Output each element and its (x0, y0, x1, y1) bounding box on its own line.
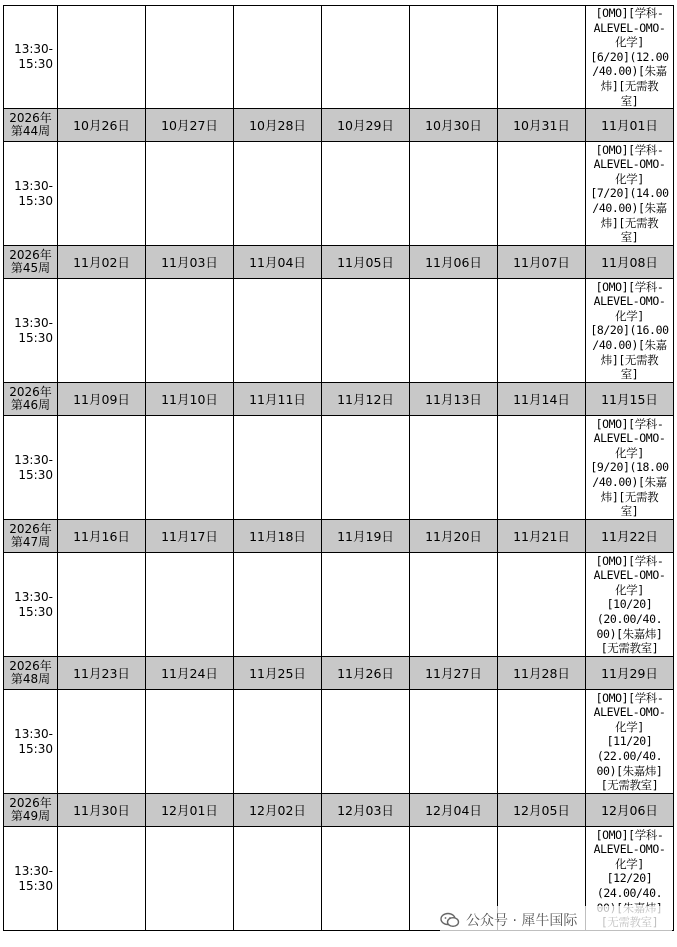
empty-cell (234, 553, 322, 657)
empty-cell (58, 690, 146, 794)
text-line: ALEVEL-OMO- (593, 431, 666, 446)
empty-cell (234, 416, 322, 520)
text-line: [OMO][学科- (595, 6, 664, 20)
date-cell: 11月15日 (586, 383, 674, 416)
text-line: 2026年 (9, 111, 52, 126)
text-line: 13:30- (14, 863, 53, 878)
text-line: 13:30- (14, 589, 53, 604)
text-line: [11/20] (606, 734, 653, 749)
time-slot (4, 6, 58, 109)
date-cell: 11月02日 (58, 246, 146, 279)
text-line: 室] (620, 230, 639, 245)
week-label (4, 794, 58, 827)
text-line: 第44周 (10, 124, 51, 139)
text-line: 13:30- (14, 452, 53, 467)
text-line: [OMO][学科- (595, 416, 664, 431)
text-line: [12/20] (606, 871, 653, 886)
empty-cell (322, 690, 410, 794)
date-cell: 11月08日 (586, 246, 674, 279)
week-header-row (4, 383, 674, 416)
text-line: /40.00)[朱嘉 (592, 200, 667, 215)
text-line: 化学] (615, 445, 644, 460)
date-cell: 11月01日 (586, 109, 674, 142)
empty-cell (322, 279, 410, 383)
text-line: 00)[朱嘉炜] (596, 763, 663, 778)
time-slot (4, 142, 58, 246)
date-cell: 11月25日 (234, 657, 322, 690)
text-line: 第47周 (10, 535, 51, 550)
class-entry (586, 142, 674, 246)
time-slot-row (4, 553, 674, 657)
time-slot-row (4, 142, 674, 246)
date-cell: 12月02日 (234, 794, 322, 827)
date-cell: 11月06日 (410, 246, 498, 279)
text-line: [无需教室] (600, 778, 659, 793)
empty-cell (146, 690, 234, 794)
text-line: 15:30 (18, 741, 53, 756)
empty-cell (58, 142, 146, 246)
text-line: 13:30- (14, 315, 53, 330)
week-header-row (4, 657, 674, 690)
watermark (440, 906, 672, 934)
empty-cell (234, 142, 322, 246)
text-line: (20.00/40. (596, 611, 663, 626)
week-label (4, 520, 58, 553)
empty-cell (146, 827, 234, 931)
text-line: 炜][无需教 (600, 489, 659, 504)
text-line: 13:30- (14, 42, 53, 57)
empty-cell (146, 279, 234, 383)
text-line: 化学] (615, 719, 644, 734)
date-cell: 11月19日 (322, 520, 410, 553)
week-header-row (4, 246, 674, 279)
class-entry (586, 6, 674, 109)
empty-cell (58, 416, 146, 520)
text-line: 2026年 (9, 796, 52, 811)
empty-cell (322, 553, 410, 657)
text-line: 第49周 (10, 809, 51, 824)
empty-cell (410, 279, 498, 383)
text-line: 15:30 (18, 878, 53, 893)
text-line: 第45周 (10, 261, 51, 276)
date-cell: 11月17日 (146, 520, 234, 553)
time-slot-row (4, 416, 674, 520)
time-slot (4, 827, 58, 931)
text-line: 15:30 (18, 330, 53, 345)
date-cell: 10月29日 (322, 109, 410, 142)
text-line: 15:30 (18, 193, 53, 208)
text-line: 00)[朱嘉炜] (596, 626, 663, 641)
text-line: 化学] (615, 856, 644, 871)
date-cell: 10月26日 (58, 109, 146, 142)
time-slot (4, 553, 58, 657)
empty-cell (410, 416, 498, 520)
date-cell: 11月14日 (498, 383, 586, 416)
text-line: 15:30 (18, 467, 53, 482)
text-line: 第46周 (10, 398, 51, 413)
text-line: /40.00)[朱嘉 (592, 337, 667, 352)
date-cell: 11月18日 (234, 520, 322, 553)
date-cell: 10月30日 (410, 109, 498, 142)
date-cell: 11月28日 (498, 657, 586, 690)
text-line: 炜][无需教 (600, 352, 659, 367)
empty-cell (498, 553, 586, 657)
empty-cell (410, 553, 498, 657)
time-slot-row (4, 690, 674, 794)
date-cell: 11月07日 (498, 246, 586, 279)
week-label (4, 383, 58, 416)
text-line: 2026年 (9, 659, 52, 674)
empty-cell (498, 6, 586, 109)
empty-cell (146, 6, 234, 109)
empty-cell (58, 6, 146, 109)
date-cell: 11月29日 (586, 657, 674, 690)
date-cell: 11月05日 (322, 246, 410, 279)
week-label (4, 657, 58, 690)
text-line: 2026年 (9, 248, 52, 263)
text-line: 15:30 (18, 57, 53, 72)
date-cell: 11月04日 (234, 246, 322, 279)
date-cell: 11月22日 (586, 520, 674, 553)
text-line: [9/20](18.00 (590, 460, 669, 475)
text-line: [8/20](16.00 (590, 323, 669, 338)
text-line: [OMO][学科- (595, 553, 664, 568)
text-line: 15:30 (18, 604, 53, 619)
date-cell: 11月10日 (146, 383, 234, 416)
date-cell: 12月04日 (410, 794, 498, 827)
text-line: ALEVEL-OMO- (593, 568, 666, 583)
date-cell: 11月12日 (322, 383, 410, 416)
empty-cell (322, 416, 410, 520)
date-cell: 11月09日 (58, 383, 146, 416)
date-cell: 11月23日 (58, 657, 146, 690)
text-line: 13:30- (14, 178, 53, 193)
text-line: (22.00/40. (596, 748, 663, 763)
text-line: 炜][无需教 (600, 78, 659, 93)
empty-cell (322, 6, 410, 109)
empty-cell (146, 142, 234, 246)
empty-cell (498, 690, 586, 794)
date-cell: 12月06日 (586, 794, 674, 827)
date-cell: 11月16日 (58, 520, 146, 553)
empty-cell (146, 553, 234, 657)
text-line: ALEVEL-OMO- (593, 705, 666, 720)
date-cell: 10月31日 (498, 109, 586, 142)
text-line: 2026年 (9, 522, 52, 537)
date-cell: 11月24日 (146, 657, 234, 690)
date-cell: 11月30日 (58, 794, 146, 827)
text-line: 室] (620, 93, 639, 108)
text-line: [无需教室] (600, 641, 659, 656)
text-line: /40.00)[朱嘉 (592, 474, 667, 489)
date-cell: 12月01日 (146, 794, 234, 827)
empty-cell (410, 6, 498, 109)
text-line: ALEVEL-OMO- (593, 20, 666, 35)
date-cell: 10月27日 (146, 109, 234, 142)
text-line: 化学] (615, 308, 644, 323)
date-cell: 12月03日 (322, 794, 410, 827)
empty-cell (146, 416, 234, 520)
week-label (4, 109, 58, 142)
text-line: [OMO][学科- (595, 142, 664, 157)
text-line: 化学] (615, 35, 644, 50)
date-cell: 12月05日 (498, 794, 586, 827)
week-header-row (4, 794, 674, 827)
text-line: [OMO][学科- (595, 279, 664, 294)
schedule-table (3, 5, 674, 931)
week-header-row (4, 109, 674, 142)
text-line: 2026年 (9, 385, 52, 400)
date-cell: 11月20日 (410, 520, 498, 553)
text-line: 化学] (615, 582, 644, 597)
text-line: [OMO][学科- (595, 827, 664, 842)
date-cell: 11月27日 (410, 657, 498, 690)
empty-cell (410, 142, 498, 246)
text-line: ALEVEL-OMO- (593, 294, 666, 309)
week-label (4, 246, 58, 279)
time-slot-row (4, 6, 674, 109)
empty-cell (234, 279, 322, 383)
empty-cell (234, 690, 322, 794)
text-line: 炜][无需教 (600, 215, 659, 230)
empty-cell (410, 690, 498, 794)
text-line: [7/20](14.00 (590, 186, 669, 201)
empty-cell (58, 279, 146, 383)
week-header-row (4, 520, 674, 553)
class-entry (586, 416, 674, 520)
text-line: ALEVEL-OMO- (593, 842, 666, 857)
date-cell: 11月13日 (410, 383, 498, 416)
time-slot-row (4, 279, 674, 383)
empty-cell (234, 6, 322, 109)
date-cell: 11月26日 (322, 657, 410, 690)
empty-cell (322, 142, 410, 246)
text-line: /40.00)[朱嘉 (592, 64, 667, 79)
date-cell: 11月11日 (234, 383, 322, 416)
class-entry (586, 279, 674, 383)
class-entry (586, 690, 674, 794)
time-slot (4, 279, 58, 383)
empty-cell (322, 827, 410, 931)
empty-cell (498, 416, 586, 520)
watermark-text: 公众号 · 犀牛国际 (466, 913, 578, 929)
date-cell: 10月28日 (234, 109, 322, 142)
text-line: 室] (620, 504, 639, 519)
empty-cell (498, 142, 586, 246)
empty-cell (498, 279, 586, 383)
text-line: (24.00/40. (596, 885, 663, 900)
schedule-body (4, 6, 674, 931)
empty-cell (58, 827, 146, 931)
empty-cell (234, 827, 322, 931)
text-line: [10/20] (606, 597, 653, 612)
wechat-icon (440, 912, 460, 928)
time-slot (4, 690, 58, 794)
time-slot (4, 416, 58, 520)
class-entry (586, 553, 674, 657)
empty-cell (58, 553, 146, 657)
text-line: 第48周 (10, 672, 51, 687)
date-cell: 11月21日 (498, 520, 586, 553)
text-line: 室] (620, 367, 639, 382)
text-line: 化学] (615, 171, 644, 186)
date-cell: 11月03日 (146, 246, 234, 279)
text-line: [6/20](12.00 (590, 49, 669, 64)
text-line: 13:30- (14, 726, 53, 741)
text-line: ALEVEL-OMO- (593, 157, 666, 172)
text-line: [OMO][学科- (595, 690, 664, 705)
